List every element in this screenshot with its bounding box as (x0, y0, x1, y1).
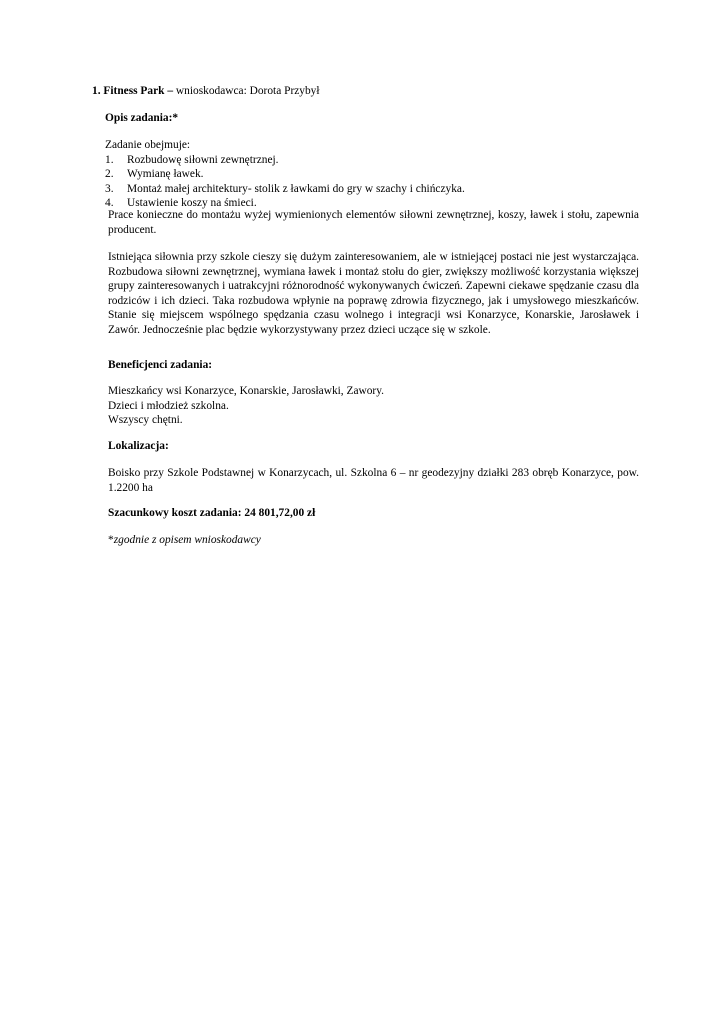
location-text: Boisko przy Szkole Podstawnej w Konarzycach, ul. Szkolna 6 – nr geodezyjny działki 283 obręb Konarzyce, pow. 1.2200 ha (108, 467, 639, 494)
justification-paragraph: Istniejąca siłownia przy szkole cieszy się dużym zainteresowaniem, ale w istniejącej postaci nie jest wystarczająca. Rozbudowa siłowni zewnętrznej, wymiana ławek i montaż stołu do gier, zwiększy możliwość korzystania większej grupy zainteresowanych i uatrakcyjni różnorodność wykonywanych ćwiczeń. Zapewni ciekawe spędzanie czasu dla rodziców i ich dzieci. Taka rozbudowa wpłynie na poprawę zdrowia fizycznego, jak i umysłowego mieszkańców. Stanie się miejscem wspólnego spędzania czasu wolnego i integracji wsi Konarzyce, Konarskie, Jarosławek i Zawór. Jednocześnie plac będzie wykorzystywany przez dzieci uczące się w szkole. (108, 251, 639, 336)
producer-note: Prace konieczne do montażu wyżej wymienionych elementów siłowni zewnętrznej, koszy, ławek i stołu, zapewnia producent. (108, 209, 639, 236)
task-item-text: Ustawienie koszy na śmieci. (127, 197, 257, 210)
task-item (105, 167, 636, 182)
task-scope (105, 138, 636, 211)
task-item-number: 2. (105, 168, 114, 181)
title-separator: – (167, 85, 174, 97)
task-item-number: 1. (105, 153, 114, 166)
applicant-label: wnioskodawca: (175, 85, 247, 97)
beneficiary-line: Mieszkańcy wsi Konarzyce, Konarskie, Jarosławki, Zawory. (108, 385, 385, 397)
beneficiaries-list (108, 384, 639, 428)
description-heading: Opis zadania:* (105, 112, 179, 124)
project-title: Fitness Park (103, 85, 165, 97)
task-item-text: Rozbudowę siłowni zewnętrznej. (127, 153, 279, 166)
task-intro: Zadanie obejmuje: (105, 139, 191, 151)
beneficiary-line: Dzieci i młodzież szkolna. (108, 399, 229, 412)
task-item-number: 3. (105, 182, 114, 195)
task-item-number: 4. (105, 197, 114, 210)
footnote-text: zgodnie z opisem wnioskodawcy (113, 534, 261, 546)
task-list (105, 153, 636, 211)
project-number: 1. (92, 85, 101, 97)
footnote (108, 533, 639, 548)
location-heading: Lokalizacja: (108, 440, 169, 452)
footnote-star: * (108, 534, 114, 546)
task-item (105, 153, 636, 168)
applicant-name: Dorota Przybył (249, 85, 320, 97)
task-item-text: Montaż małej architektury- stolik z ławkami do gry w szachy i chińczyka. (127, 182, 465, 195)
beneficiary-line: Wszyscy chętni. (108, 414, 183, 427)
task-item (105, 182, 636, 197)
project-heading (92, 84, 320, 99)
beneficiaries-heading: Beneficjenci zadania: (108, 359, 213, 371)
task-item-text: Wymianę ławek. (127, 168, 204, 181)
cost-estimate: Szacunkowy koszt zadania: 24 801,72,00 zł (108, 507, 316, 519)
